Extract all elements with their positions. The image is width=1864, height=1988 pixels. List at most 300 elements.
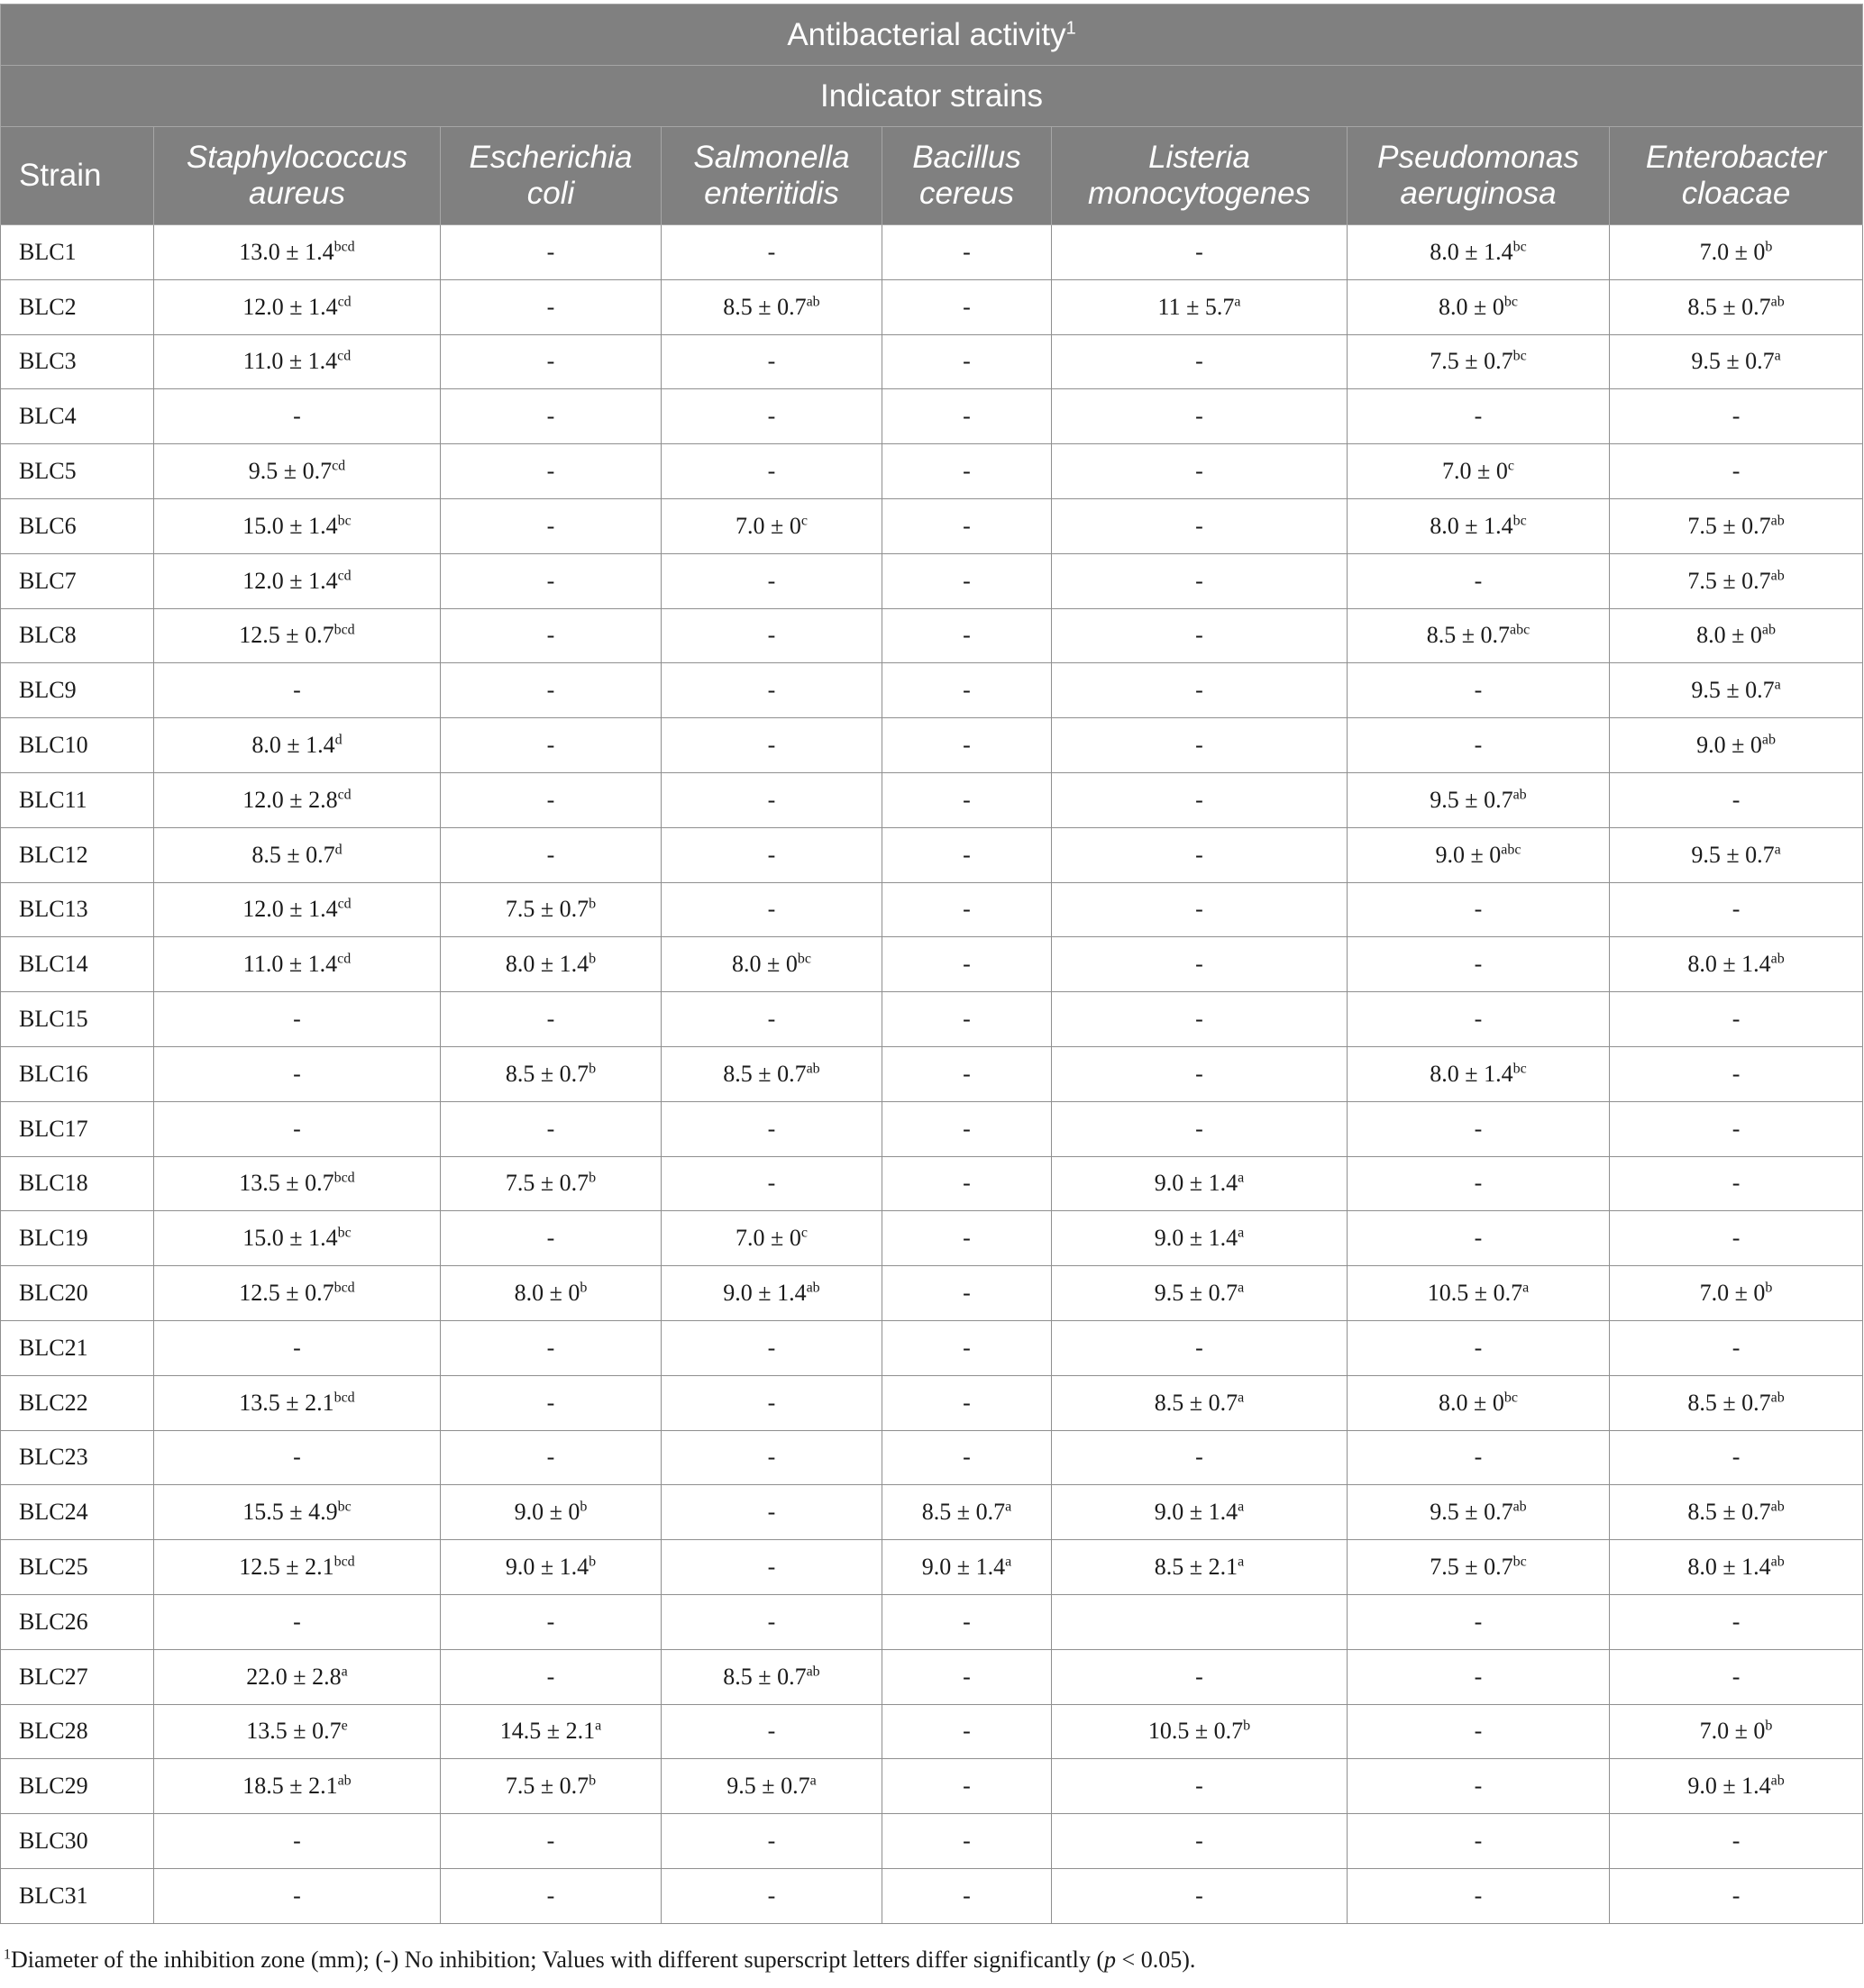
activity-cell	[1052, 1101, 1348, 1156]
activity-value: 7.0 ± 0	[736, 512, 801, 539]
significance-letters: bcd	[334, 622, 355, 638]
strain-cell: BLC4	[1, 389, 154, 444]
species-epithet: aureus	[248, 176, 346, 211]
activity-cell	[1348, 279, 1610, 334]
activity-cell	[1052, 1320, 1348, 1375]
activity-cell	[1348, 1101, 1610, 1156]
activity-cell	[1052, 444, 1348, 499]
table-row	[1, 608, 1863, 663]
activity-cell	[441, 1375, 662, 1430]
activity-cell	[662, 1430, 882, 1485]
strain-cell: BLC25	[1, 1540, 154, 1595]
activity-cell	[441, 279, 662, 334]
activity-cell	[882, 1430, 1052, 1485]
activity-cell	[1348, 225, 1610, 280]
significance-letters: ab	[1512, 1499, 1527, 1515]
activity-cell	[441, 1704, 662, 1759]
activity-cell	[441, 1101, 662, 1156]
table-row	[1, 1759, 1863, 1814]
activity-value: -	[1474, 1225, 1483, 1252]
activity-value: 9.5 ± 0.7	[726, 1773, 810, 1800]
activity-value: 9.0 ± 1.4	[1154, 1170, 1238, 1197]
activity-cell	[441, 1868, 662, 1923]
activity-cell	[662, 1156, 882, 1211]
activity-value: -	[546, 1225, 555, 1252]
significance-letters: a	[1234, 294, 1241, 310]
activity-cell	[662, 992, 882, 1047]
significance-letters: ab	[1770, 1773, 1785, 1789]
strain-cell: BLC10	[1, 718, 154, 773]
strain-cell: BLC7	[1, 553, 154, 608]
activity-cell	[882, 498, 1052, 553]
activity-value: 18.5 ± 2.1	[242, 1773, 338, 1800]
significance-letters: ab	[806, 1663, 820, 1679]
activity-value: -	[293, 1882, 301, 1909]
activity-cell	[1052, 389, 1348, 444]
activity-cell	[154, 992, 441, 1047]
strain-cell: BLC17	[1, 1101, 154, 1156]
activity-cell	[154, 1814, 441, 1869]
activity-value: -	[293, 1006, 301, 1033]
activity-cell	[1348, 1266, 1610, 1321]
activity-cell	[1610, 1759, 1863, 1814]
activity-cell	[882, 334, 1052, 389]
activity-value: -	[546, 1115, 555, 1142]
strain-cell: BLC13	[1, 882, 154, 937]
activity-cell	[1052, 1704, 1348, 1759]
significance-letters: b	[1243, 1718, 1251, 1734]
significance-letters: b	[580, 1499, 588, 1515]
table-row	[1, 1868, 1863, 1923]
species-column-header	[1610, 127, 1863, 225]
activity-value: -	[1732, 458, 1741, 485]
activity-value: -	[293, 1115, 301, 1142]
significance-letters: bc	[1512, 1061, 1527, 1077]
activity-cell	[882, 882, 1052, 937]
activity-cell	[662, 1266, 882, 1321]
activity-cell	[1052, 1868, 1348, 1923]
activity-value: -	[1195, 238, 1203, 265]
activity-value: -	[963, 841, 971, 868]
activity-cell	[1610, 1868, 1863, 1923]
activity-cell	[1610, 1485, 1863, 1540]
strain-cell: BLC8	[1, 608, 154, 663]
species-genus: Staphylococcus	[186, 140, 408, 175]
strain-cell: BLC16	[1, 1046, 154, 1101]
activity-cell	[1052, 882, 1348, 937]
activity-value: -	[1474, 1334, 1483, 1361]
table-row	[1, 827, 1863, 882]
strain-cell: BLC15	[1, 992, 154, 1047]
activity-value: 11.0 ± 1.4	[242, 951, 338, 978]
significance-letters: ab	[1770, 513, 1785, 529]
significance-letters: bc	[337, 1499, 352, 1515]
significance-letters: c	[800, 513, 808, 529]
table-row	[1, 1211, 1863, 1266]
activity-cell	[662, 1594, 882, 1649]
activity-cell	[1610, 1266, 1863, 1321]
species-epithet: monocytogenes	[1087, 176, 1311, 211]
antibacterial-table-container	[0, 4, 1862, 1924]
activity-value: 8.0 ± 1.4	[1687, 1554, 1771, 1581]
activity-value: -	[1474, 1828, 1483, 1854]
activity-cell	[441, 1485, 662, 1540]
activity-cell	[1610, 225, 1863, 280]
activity-value: -	[963, 1663, 971, 1690]
activity-cell	[1348, 882, 1610, 937]
activity-value: 13.5 ± 0.7	[239, 1170, 334, 1197]
activity-value: -	[963, 896, 971, 923]
activity-cell	[1610, 334, 1863, 389]
activity-value: 7.0 ± 0	[1699, 1718, 1766, 1745]
significance-letters: bcd	[334, 1280, 355, 1296]
activity-cell	[1348, 498, 1610, 553]
table-row	[1, 992, 1863, 1047]
activity-value: -	[963, 1225, 971, 1252]
activity-value: 9.0 ± 1.4	[505, 1554, 589, 1581]
activity-value: 7.5 ± 0.7	[1687, 567, 1771, 594]
table-row	[1, 663, 1863, 718]
activity-cell	[1610, 1704, 1863, 1759]
activity-value: -	[963, 951, 971, 978]
activity-cell	[662, 498, 882, 553]
activity-value: -	[1195, 567, 1203, 594]
activity-cell	[441, 827, 662, 882]
activity-cell	[441, 718, 662, 773]
significance-letters: ab	[337, 1773, 352, 1789]
strain-cell: BLC22	[1, 1375, 154, 1430]
activity-cell	[882, 1375, 1052, 1430]
significance-letters: b	[589, 1061, 597, 1077]
table-row	[1, 772, 1863, 827]
activity-value: 8.0 ± 1.4	[1430, 238, 1513, 265]
significance-letters: bc	[337, 1225, 352, 1241]
activity-value: 12.5 ± 2.1	[239, 1554, 334, 1581]
activity-cell	[1348, 444, 1610, 499]
significance-letters: b	[589, 1773, 597, 1789]
strain-column-header: Strain	[1, 127, 154, 225]
activity-value: 8.5 ± 0.7	[723, 1663, 807, 1690]
strain-cell: BLC12	[1, 827, 154, 882]
activity-value: -	[1195, 1828, 1203, 1854]
activity-cell	[154, 334, 441, 389]
significance-letters: ab	[1761, 622, 1776, 638]
activity-cell	[1052, 225, 1348, 280]
activity-value: 7.5 ± 0.7	[1430, 348, 1513, 375]
significance-letters: a	[341, 1663, 348, 1679]
table-row	[1, 334, 1863, 389]
activity-value: -	[293, 403, 301, 430]
activity-cell	[1348, 663, 1610, 718]
activity-cell	[441, 663, 662, 718]
activity-cell	[882, 1868, 1052, 1923]
table-subtitle: Indicator strains	[1, 66, 1863, 127]
strain-cell: BLC9	[1, 663, 154, 718]
activity-cell	[154, 663, 441, 718]
activity-value: -	[293, 1060, 301, 1087]
activity-value: -	[1195, 458, 1203, 485]
activity-value: -	[767, 622, 776, 649]
activity-value: 9.5 ± 0.7	[1430, 786, 1513, 813]
activity-value: -	[767, 732, 776, 759]
activity-cell	[1052, 1649, 1348, 1704]
significance-letters: ab	[1770, 1554, 1785, 1570]
activity-cell	[1052, 1759, 1348, 1814]
activity-cell	[1348, 937, 1610, 992]
activity-value: -	[546, 622, 555, 649]
activity-cell	[154, 1430, 441, 1485]
activity-cell	[441, 1266, 662, 1321]
significance-letters: b	[1765, 239, 1773, 255]
activity-cell	[1348, 1320, 1610, 1375]
table-row	[1, 1485, 1863, 1540]
table-title	[1, 5, 1863, 66]
activity-value: 15.5 ± 4.9	[242, 1499, 338, 1526]
activity-value: -	[1195, 841, 1203, 868]
activity-value: 9.5 ± 0.7	[1691, 841, 1775, 868]
activity-value: -	[963, 403, 971, 430]
activity-cell	[662, 444, 882, 499]
activity-cell	[1348, 1211, 1610, 1266]
activity-cell	[441, 608, 662, 663]
activity-cell	[882, 1266, 1052, 1321]
activity-cell	[1610, 498, 1863, 553]
activity-value: 7.5 ± 0.7	[505, 896, 589, 923]
footnote-text-after: < 0.05).	[1116, 1947, 1196, 1973]
activity-value: -	[546, 1334, 555, 1361]
activity-cell	[882, 992, 1052, 1047]
activity-cell	[154, 389, 441, 444]
activity-cell	[1610, 882, 1863, 937]
significance-letters: b	[1765, 1280, 1773, 1296]
activity-value: -	[767, 1718, 776, 1745]
activity-value: 12.5 ± 0.7	[239, 1280, 334, 1307]
activity-value: 12.0 ± 1.4	[242, 896, 338, 923]
activity-value: -	[546, 677, 555, 704]
activity-cell	[1052, 498, 1348, 553]
activity-value: -	[963, 732, 971, 759]
activity-value: -	[963, 1444, 971, 1471]
activity-value: -	[1474, 1115, 1483, 1142]
activity-value: -	[767, 238, 776, 265]
activity-cell	[1610, 1375, 1863, 1430]
table-row	[1, 937, 1863, 992]
activity-cell	[1348, 992, 1610, 1047]
species-epithet: enteritidis	[704, 176, 839, 211]
activity-cell	[154, 1375, 441, 1430]
activity-value: 9.5 ± 0.7	[248, 458, 333, 485]
activity-cell	[1348, 1430, 1610, 1485]
table-row	[1, 279, 1863, 334]
activity-cell	[662, 1046, 882, 1101]
activity-value: -	[963, 1115, 971, 1142]
activity-value: 8.5 ± 0.7	[1687, 293, 1771, 320]
activity-cell	[882, 279, 1052, 334]
activity-value: -	[546, 512, 555, 539]
activity-value: 8.5 ± 0.7	[723, 293, 807, 320]
activity-cell	[1348, 1649, 1610, 1704]
activity-cell	[882, 1211, 1052, 1266]
strain-cell: BLC30	[1, 1814, 154, 1869]
significance-letters: a	[1238, 1170, 1245, 1186]
significance-letters: bc	[1503, 294, 1518, 310]
activity-value: -	[963, 1608, 971, 1635]
activity-value: -	[546, 348, 555, 375]
activity-cell	[882, 225, 1052, 280]
activity-cell	[1610, 1320, 1863, 1375]
significance-letters: b	[580, 1280, 588, 1296]
activity-cell	[662, 608, 882, 663]
activity-cell	[1348, 553, 1610, 608]
activity-value: -	[1732, 1060, 1741, 1087]
activity-value: 9.5 ± 0.7	[1430, 1499, 1513, 1526]
significance-letters: ab	[806, 294, 820, 310]
activity-value: -	[546, 786, 555, 813]
activity-value: 9.0 ± 1.4	[921, 1554, 1006, 1581]
significance-letters: bc	[797, 951, 811, 967]
strain-cell: BLC1	[1, 225, 154, 280]
activity-cell	[1052, 1594, 1348, 1649]
activity-cell	[1610, 389, 1863, 444]
activity-cell	[154, 1266, 441, 1321]
activity-cell	[154, 498, 441, 553]
significance-letters: a	[1238, 1225, 1245, 1241]
activity-cell	[441, 225, 662, 280]
activity-cell	[441, 1649, 662, 1704]
activity-cell	[662, 225, 882, 280]
significance-letters: c	[1507, 458, 1514, 474]
activity-cell	[1610, 279, 1863, 334]
significance-letters: cd	[337, 294, 352, 310]
strain-cell: BLC11	[1, 772, 154, 827]
table-row	[1, 1430, 1863, 1485]
activity-cell	[1052, 937, 1348, 992]
activity-cell	[1052, 992, 1348, 1047]
activity-cell	[1348, 1375, 1610, 1430]
activity-value: -	[1474, 732, 1483, 759]
strain-cell: BLC6	[1, 498, 154, 553]
species-genus: Pseudomonas	[1377, 140, 1579, 175]
significance-letters: abc	[1501, 842, 1521, 857]
activity-value: -	[1732, 896, 1741, 923]
activity-cell	[1052, 1814, 1348, 1869]
significance-letters: b	[589, 1170, 597, 1186]
activity-cell	[662, 1101, 882, 1156]
activity-value: 8.0 ± 0	[732, 951, 798, 978]
activity-cell	[1348, 1156, 1610, 1211]
activity-value: 8.5 ± 0.7	[723, 1060, 807, 1087]
activity-value: 8.0 ± 1.4	[1687, 951, 1771, 978]
significance-letters: bc	[1512, 513, 1527, 529]
activity-value: -	[1195, 512, 1203, 539]
activity-cell	[1610, 992, 1863, 1047]
activity-value: -	[1732, 1444, 1741, 1471]
activity-cell	[154, 553, 441, 608]
activity-value: 9.5 ± 0.7	[1691, 348, 1775, 375]
activity-cell	[1610, 553, 1863, 608]
activity-value: -	[546, 1006, 555, 1033]
activity-cell	[1610, 663, 1863, 718]
activity-value: 8.5 ± 0.7	[1687, 1499, 1771, 1526]
activity-value: 8.0 ± 0	[1439, 1389, 1504, 1416]
species-genus: Escherichia	[469, 140, 633, 175]
activity-cell	[1052, 1046, 1348, 1101]
table-row	[1, 882, 1863, 937]
significance-letters: a	[1005, 1499, 1012, 1515]
activity-cell	[1610, 772, 1863, 827]
activity-cell	[1348, 772, 1610, 827]
activity-cell	[1052, 608, 1348, 663]
activity-cell	[154, 225, 441, 280]
significance-letters: ab	[1770, 294, 1785, 310]
activity-cell	[1610, 1046, 1863, 1101]
strain-cell: BLC3	[1, 334, 154, 389]
strain-cell: BLC28	[1, 1704, 154, 1759]
activity-value: -	[767, 1006, 776, 1033]
activity-cell	[662, 1211, 882, 1266]
activity-value: -	[963, 622, 971, 649]
activity-value: -	[1474, 896, 1483, 923]
activity-value: 12.0 ± 2.8	[242, 786, 338, 813]
activity-value: -	[963, 567, 971, 594]
activity-cell	[1348, 1759, 1610, 1814]
activity-cell	[1610, 1540, 1863, 1595]
activity-value: -	[963, 1773, 971, 1800]
activity-cell	[441, 1430, 662, 1485]
activity-value: -	[1195, 1060, 1203, 1087]
activity-cell	[1348, 827, 1610, 882]
table-row	[1, 498, 1863, 553]
activity-value: -	[546, 1882, 555, 1909]
activity-cell	[662, 718, 882, 773]
table-row	[1, 225, 1863, 280]
table-body	[1, 225, 1863, 1924]
activity-value: -	[767, 348, 776, 375]
activity-value: 7.0 ± 0	[1699, 1280, 1766, 1307]
activity-value: -	[293, 1444, 301, 1471]
activity-value: -	[767, 841, 776, 868]
activity-value: -	[1195, 1444, 1203, 1471]
species-column-header	[1348, 127, 1610, 225]
significance-letters: a	[1774, 842, 1781, 857]
table-title-footnote-marker: 1	[1065, 17, 1076, 38]
activity-cell	[1610, 608, 1863, 663]
activity-value: -	[1474, 403, 1483, 430]
activity-value: 14.5 ± 2.1	[499, 1718, 596, 1745]
activity-cell	[662, 279, 882, 334]
activity-cell	[882, 553, 1052, 608]
significance-letters: cd	[337, 348, 352, 364]
activity-cell	[154, 1485, 441, 1540]
activity-value: -	[1474, 1006, 1483, 1033]
significance-letters: ab	[1512, 787, 1527, 803]
activity-cell	[662, 772, 882, 827]
activity-value: 9.0 ± 0	[1696, 732, 1762, 759]
activity-value: 7.0 ± 0	[1699, 238, 1766, 265]
activity-value: -	[546, 1608, 555, 1635]
activity-value: 13.5 ± 2.1	[239, 1389, 334, 1416]
significance-letters: c	[800, 1225, 808, 1241]
activity-cell	[1348, 1540, 1610, 1595]
activity-value: -	[1474, 1663, 1483, 1690]
activity-value: 11.0 ± 1.4	[242, 348, 338, 375]
activity-cell	[441, 1046, 662, 1101]
activity-value: -	[1732, 403, 1741, 430]
activity-value: -	[963, 1334, 971, 1361]
strain-cell: BLC2	[1, 279, 154, 334]
activity-cell	[1610, 1211, 1863, 1266]
activity-value: -	[1195, 951, 1203, 978]
